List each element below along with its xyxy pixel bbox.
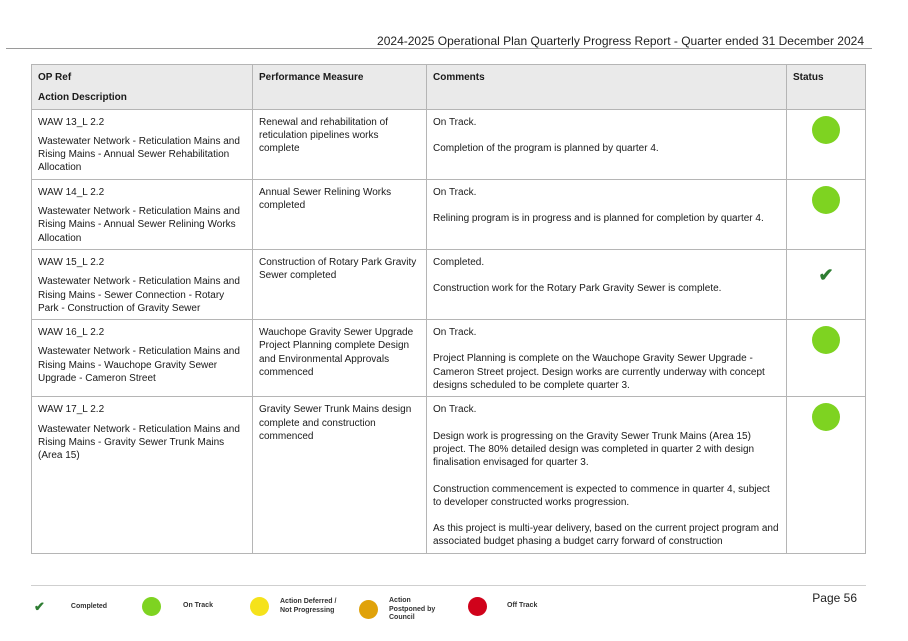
op-ref-label: OP Ref xyxy=(38,72,72,83)
comment-paragraph: Construction commencement is expected to commence in quarter 4, subject to developer constructed works progression. xyxy=(433,483,770,508)
action-description-label: Action Description xyxy=(38,92,127,104)
legend-deferred xyxy=(250,597,346,616)
table-row xyxy=(32,249,866,319)
op-ref-cell xyxy=(32,249,253,319)
off-track-dot-icon xyxy=(468,597,487,616)
on-track-status-icon xyxy=(812,403,840,431)
op-ref: WAW 16_L 2.2 xyxy=(38,327,105,339)
comment-paragraph: Project Planning is complete on the Wauchope Gravity Sewer Upgrade - Cameron Street project. Design works are currently underway with concept designs scheduled to be complete quarter 3. xyxy=(433,353,765,392)
progress-table xyxy=(31,64,866,554)
page-number: Page 56 xyxy=(812,591,857,605)
comments-cell xyxy=(427,320,787,397)
table-row xyxy=(32,109,866,179)
op-ref: WAW 13_L 2.2 xyxy=(38,116,105,128)
performance-measure: Wauchope Gravity Sewer Upgrade Project Planning complete Design and Environmental Approvals commenced xyxy=(253,320,427,397)
status-legend xyxy=(32,594,552,624)
on-track-status-icon xyxy=(812,116,840,144)
on-track-dot-icon xyxy=(142,597,161,616)
comment-paragraph: Construction work for the Rotary Park Gravity Sewer is complete. xyxy=(433,283,722,295)
col-performance-measure-header: Performance Measure xyxy=(253,65,427,110)
table-row xyxy=(32,397,866,553)
action-description: Wastewater Network - Reticulation Mains and Rising Mains - Annual Sewer Relining Works Allocation xyxy=(38,206,240,244)
table-row xyxy=(32,179,866,249)
legend-on-track xyxy=(142,597,213,616)
comment-paragraph: Relining program is in progress and is planned for completion by quarter 4. xyxy=(433,213,764,225)
status-cell xyxy=(787,179,866,249)
col-comments-header: Comments xyxy=(427,65,787,110)
comments-cell xyxy=(427,249,787,319)
comment-paragraph: As this project is multi-year delivery, based on the current project program and associated budget phasing a budget carry forward of construction xyxy=(433,523,779,548)
table-header-row xyxy=(32,65,866,110)
op-ref: WAW 14_L 2.2 xyxy=(38,186,105,198)
postponed-dot-icon xyxy=(359,600,378,619)
comments-cell xyxy=(427,109,787,179)
action-description: Wastewater Network - Reticulation Mains and Rising Mains - Wauchope Gravity Sewer Upgrade - Cameron Street xyxy=(38,346,240,385)
header-rule xyxy=(6,48,872,49)
op-ref: WAW 17_L 2.2 xyxy=(38,404,105,416)
performance-measure: Renewal and rehabilitation of reticulation pipelines works complete xyxy=(253,109,427,179)
status-cell xyxy=(787,320,866,397)
status-cell xyxy=(787,109,866,179)
legend-completed xyxy=(34,599,107,615)
op-ref: WAW 15_L 2.2 xyxy=(38,256,105,268)
report-header-title: 2024-2025 Operational Plan Quarterly Progress Report - Quarter ended 31 December 2024 xyxy=(377,34,864,48)
op-ref-cell xyxy=(32,320,253,397)
on-track-status-icon xyxy=(812,186,840,214)
op-ref-cell xyxy=(32,179,253,249)
comment-paragraph: On Track. xyxy=(433,186,477,198)
legend-postponed xyxy=(359,597,441,623)
on-track-status-icon xyxy=(812,326,840,354)
table-row xyxy=(32,320,866,397)
col-status-header: Status xyxy=(787,65,866,110)
legend-postponed-label: Action Postponed by Council xyxy=(389,597,436,621)
completed-check-icon: ✔ xyxy=(34,599,45,614)
performance-measure: Construction of Rotary Park Gravity Sewer completed xyxy=(253,249,427,319)
op-ref-cell xyxy=(32,397,253,553)
action-description: Wastewater Network - Reticulation Mains and Rising Mains - Annual Sewer Rehabilitation Allocation xyxy=(38,135,240,174)
footer-rule xyxy=(31,585,866,586)
legend-deferred-label: Action Deferred / Not Progressing xyxy=(280,598,337,614)
op-ref-cell xyxy=(32,109,253,179)
status-cell xyxy=(787,397,866,553)
comments-cell xyxy=(427,397,787,553)
legend-off-track xyxy=(468,597,537,616)
completed-check-icon: ✔ xyxy=(818,264,834,285)
performance-measure: Annual Sewer Relining Works completed xyxy=(253,179,427,249)
legend-off-track-label: Off Track xyxy=(507,602,538,610)
deferred-dot-icon xyxy=(250,597,269,616)
action-description: Wastewater Network - Reticulation Mains and Rising Mains - Gravity Sewer Trunk Mains (Area 15) xyxy=(38,423,240,462)
comment-paragraph: On Track. xyxy=(433,327,477,339)
col-op-ref-header xyxy=(32,65,253,110)
legend-completed-label: Completed xyxy=(70,602,108,610)
comment-paragraph: On Track. xyxy=(433,404,477,416)
performance-measure: Gravity Sewer Trunk Mains design complete and construction commenced xyxy=(253,397,427,553)
comment-paragraph: Completed. xyxy=(433,256,485,268)
comments-cell xyxy=(427,179,787,249)
comment-paragraph: Completion of the program is planned by quarter 4. xyxy=(433,142,659,154)
comment-paragraph: On Track. xyxy=(433,116,477,128)
legend-on-track-label: On Track xyxy=(183,602,213,610)
action-description: Wastewater Network - Reticulation Mains and Rising Mains - Sewer Connection - Rotary Park - Construction of Gravity Sewer xyxy=(38,276,240,314)
status-cell xyxy=(787,249,866,319)
comment-paragraph: Design work is progressing on the Gravity Sewer Trunk Mains (Area 15) project. The 80% detailed design was completed in quarter 2 with design finalisation envisaged for quarter 3. xyxy=(433,430,755,469)
